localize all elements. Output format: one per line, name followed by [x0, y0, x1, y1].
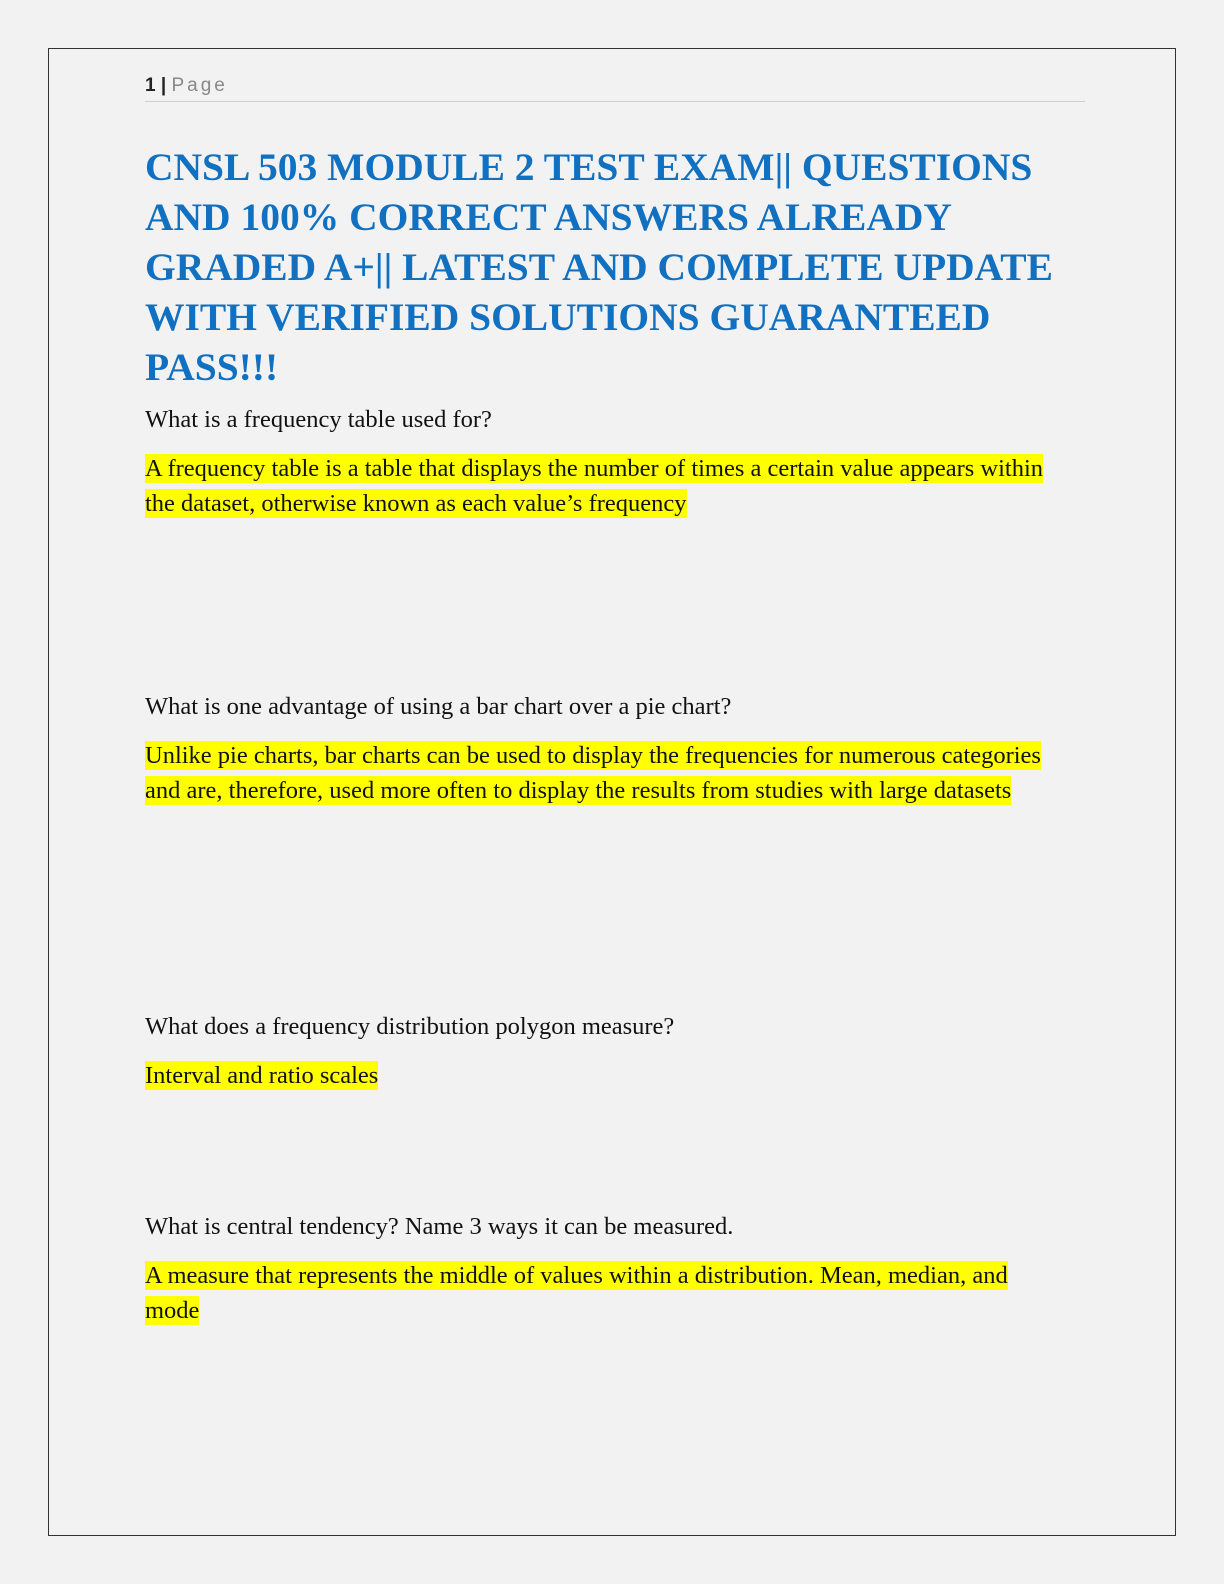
page-label: Page [171, 75, 228, 96]
answer-text: A measure that represents the middle of values within a distribution. Mean, median, and mode [145, 1262, 1008, 1324]
answer-text: Interval and ratio scales [145, 1062, 379, 1089]
qa-item [145, 402, 1055, 521]
question-text: What is central tendency? Name 3 ways it can be measured. [145, 1213, 734, 1240]
answer-text: Unlike pie charts, bar charts can be used to display the frequencies for numerous categories and are, therefore, used more often to display the results from studies with large datasets [145, 742, 1041, 804]
answer-text: A frequency table is a table that displays the number of times a certain value appears within the dataset, otherwise known as each value’s frequency [145, 455, 1044, 517]
qa-item [145, 1209, 1055, 1328]
answer-block [145, 738, 1055, 808]
question-text: What is a frequency table used for? [145, 406, 492, 433]
question-text: What does a frequency distribution polygon measure? [145, 1013, 675, 1040]
document-title: CNSL 503 MODULE 2 TEST EXAM|| QUESTIONS AND 100% CORRECT ANSWERS ALREADY GRADED A+|| LATEST AND COMPLETE UPDATE WITH VERIFIED SOLUTIONS GUARANTEED PASS!!! [145, 145, 1053, 389]
qa-item [145, 689, 1055, 808]
answer-block [145, 1258, 1055, 1328]
question-text: What is one advantage of using a bar chart over a pie chart? [145, 693, 732, 720]
page-header [145, 73, 1085, 102]
header-separator: | [160, 75, 167, 96]
qa-item [145, 1009, 1055, 1093]
answer-block [145, 1058, 1055, 1093]
answer-block [145, 451, 1055, 521]
page-number: 1 [145, 75, 156, 96]
